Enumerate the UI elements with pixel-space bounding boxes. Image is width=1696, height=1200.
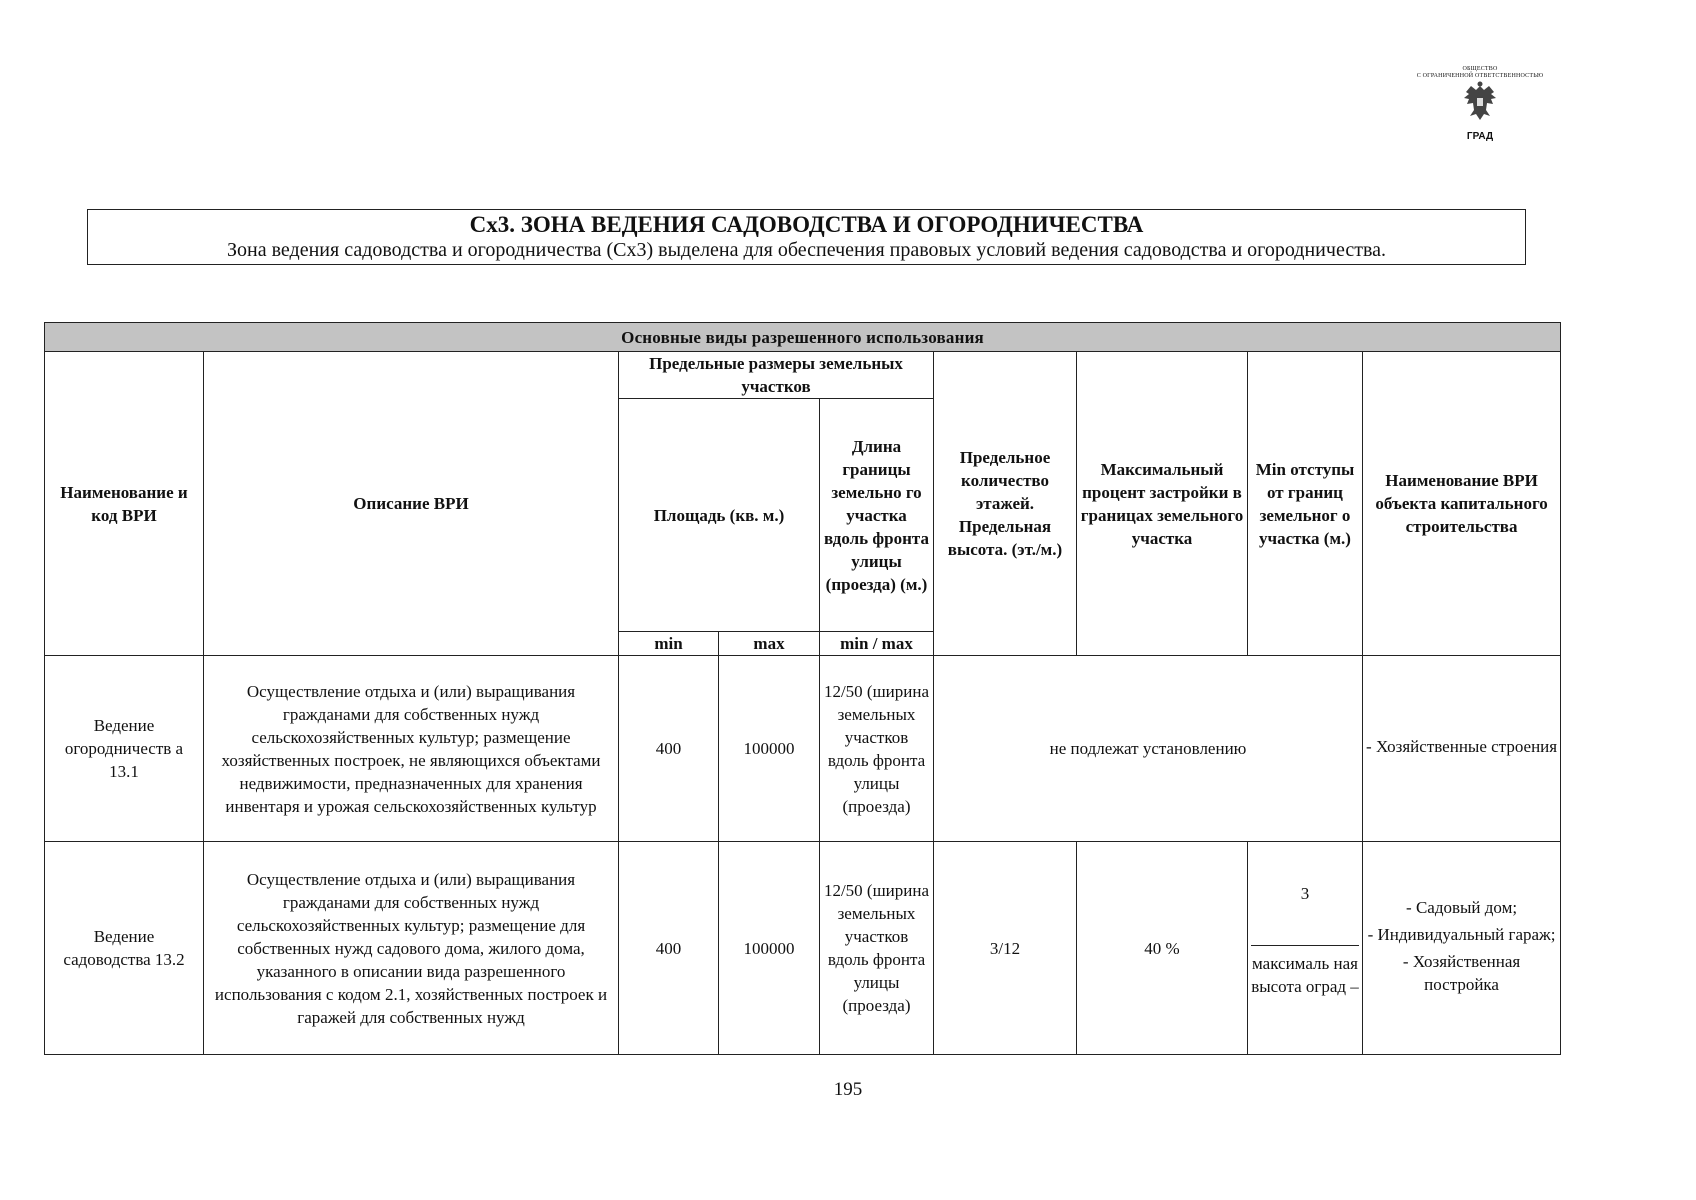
header-setbacks: Min отступы от границ земельног о участка (м.) xyxy=(1248,352,1363,656)
object-item: - Хозяйственная постройка xyxy=(1402,952,1521,994)
header-area: Площадь (кв. м.) xyxy=(619,399,820,632)
object-item: - Садовый дом; xyxy=(1406,898,1518,917)
logo-line-1: ОБЩЕСТВО xyxy=(1462,66,1498,72)
header-floors: Предельное количество этажей. Предельная высота. (эт./м.) xyxy=(934,352,1077,656)
row-frontage: 12/50 (ширина земельных участков вдоль фронта улицы (проезда) xyxy=(820,656,934,842)
header-objects: Наименование ВРИ объекта капитального строительства xyxy=(1363,352,1561,656)
row-floors: 3/12 xyxy=(934,842,1077,1055)
row-frontage: 12/50 (ширина земельных участков вдоль фронта улицы (проезда) xyxy=(820,842,934,1055)
zone-description: Зона ведения садоводства и огородничества (Сх3) выделена для обеспечения правовых условий ведения садоводства и огородничества. xyxy=(227,239,1386,261)
logo-name: ГРАД xyxy=(1466,131,1494,142)
row-name: Ведение огородничеств а 13.1 xyxy=(45,656,204,842)
logo-line-2: С ОГРАНИЧЕННОЙ ОТВЕТСТВЕННОСТЬЮ xyxy=(1416,73,1544,79)
row-description: Осуществление отдыха и (или) выращивания гражданами для собственных нужд сельскохозяйственных культур; размещение для собственных нужд садового дома, жилого дома, указанного в описании вида разрешенного использования с кодом 2.1, хозяйственных построек и гаражей для собственных нужд xyxy=(204,842,619,1055)
object-item: - Индивидуальный гараж; xyxy=(1367,925,1556,944)
header-frontage-minmax: min / max xyxy=(820,632,934,656)
table-banner: Основные виды разрешенного использования xyxy=(45,323,1561,352)
zone-title-box xyxy=(87,209,1526,265)
header-area-min: min xyxy=(619,632,719,656)
vri-table xyxy=(44,322,1561,1055)
row-objects xyxy=(1363,842,1561,1055)
row-setbacks xyxy=(1248,842,1363,1055)
row-area-max: 100000 xyxy=(719,842,820,1055)
row-setback-value: 3 xyxy=(1251,842,1359,946)
header-coverage: Максимальный процент застройки в границах земельного участка xyxy=(1077,352,1248,656)
row-objects xyxy=(1363,656,1561,842)
header-description: Описание ВРИ xyxy=(204,352,619,656)
header-frontage: Длина границы земельно го участка вдоль фронта улицы (проезда) (м.) xyxy=(820,399,934,632)
row-area-min: 400 xyxy=(619,842,719,1055)
table-row xyxy=(45,842,1561,1055)
row-description: Осуществление отдыха и (или) выращивания гражданами для собственных нужд сельскохозяйственных культур; размещение хозяйственных построек, не являющихся объектами недвижимости, предназначенных для хранения инвентаря и урожая сельскохозяйственных культур xyxy=(204,656,619,842)
double-headed-eagle-icon xyxy=(1458,80,1502,124)
table-row xyxy=(45,656,1561,842)
row-merged-note: не подлежат установлению xyxy=(934,656,1363,842)
header-area-max: max xyxy=(719,632,820,656)
header-name-code: Наименование и код ВРИ xyxy=(45,352,204,656)
zone-title: Сх3. ЗОНА ВЕДЕНИЯ САДОВОДСТВА И ОГОРОДНИЧЕСТВА xyxy=(469,212,1144,237)
header-limits-group: Предельные размеры земельных участков xyxy=(619,352,934,399)
row-area-max: 100000 xyxy=(719,656,820,842)
row-setback-note: максималь ная высота оград – xyxy=(1251,953,1359,996)
page-number: 195 xyxy=(833,1079,863,1100)
company-logo xyxy=(1390,66,1570,156)
row-name: Ведение садоводства 13.2 xyxy=(45,842,204,1055)
row-coverage: 40 % xyxy=(1077,842,1248,1055)
object-item: - Хозяйственные строения xyxy=(1366,737,1558,756)
row-area-min: 400 xyxy=(619,656,719,842)
